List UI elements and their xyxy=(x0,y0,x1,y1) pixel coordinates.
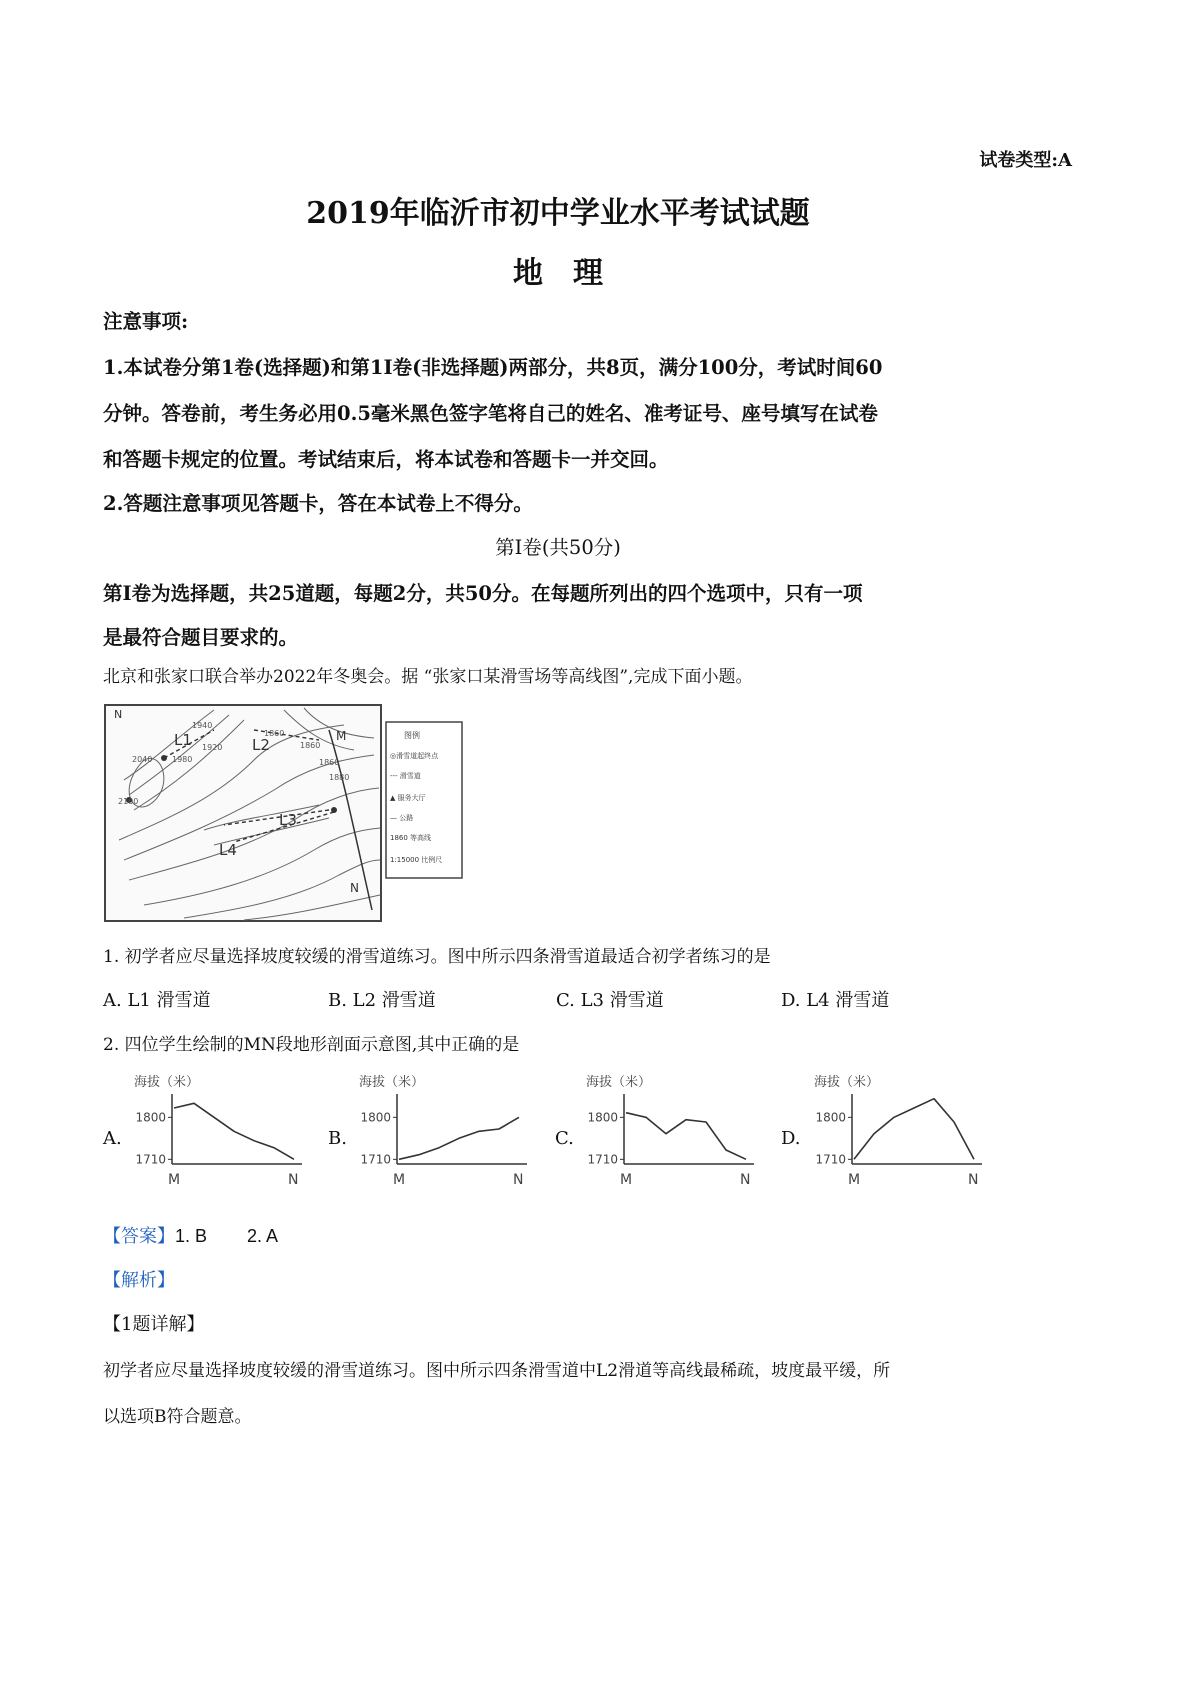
map-label-n: N xyxy=(350,881,359,895)
legend-item: ◎滑雪道起终点 xyxy=(390,752,439,760)
answer-tag: 【答案】 xyxy=(103,1226,175,1247)
notice-line: 1.本试卷分第1卷(选择题)和第1I卷(非选择题)两部分，共8页，满分100分，考试时间60 xyxy=(103,356,883,379)
x-label-n: N xyxy=(513,1172,524,1188)
answer-line xyxy=(103,1222,278,1248)
contour-label: 1860 xyxy=(319,758,340,767)
map-label-l2: L2 xyxy=(252,736,270,754)
analysis-tag: 【解析】 xyxy=(103,1270,175,1291)
y-axis-label: 海拔（米） xyxy=(359,1075,425,1090)
x-label-m: M xyxy=(848,1172,861,1188)
contour-label: 1980 xyxy=(172,755,193,764)
q1-option-a[interactable]: A. L1 滑雪道 xyxy=(103,990,211,1011)
x-label-n: N xyxy=(740,1172,751,1188)
y-tick-label: 1710 xyxy=(360,1152,391,1167)
x-label-m: M xyxy=(393,1172,406,1188)
y-tick-label: 1800 xyxy=(587,1110,618,1125)
map-label-l4: L4 xyxy=(219,841,237,859)
profile-chart-b xyxy=(345,1068,545,1198)
legend-item: --- 滑雪道 xyxy=(390,772,421,780)
legend-item: 1:15000 比例尺 xyxy=(390,856,443,864)
contour-label: 1920 xyxy=(202,743,223,752)
y-tick-label: 1710 xyxy=(815,1152,846,1167)
analysis-text: 初学者应尽量选择坡度较缓的滑雪道练习。图中所示四条滑雪道中L2滑道等高线最稀疏，坡度最平缓，所 xyxy=(103,1361,891,1381)
map-label-l3: L3 xyxy=(279,811,297,829)
map-label-l1: L1 xyxy=(174,731,192,749)
contour-label: 2100 xyxy=(118,797,139,806)
y-tick-label: 1710 xyxy=(135,1152,166,1167)
profile-line xyxy=(626,1113,746,1160)
q1-option-c[interactable]: C. L3 滑雪道 xyxy=(556,990,664,1011)
question-2-stem: 2. 四位学生绘制的MN段地形剖面示意图,其中正确的是 xyxy=(103,1035,520,1055)
legend-title: 图例 xyxy=(404,731,420,740)
x-label-n: N xyxy=(288,1172,299,1188)
q2-option-c-label[interactable]: C. xyxy=(555,1128,574,1149)
section-desc: 是最符合题目要求的。 xyxy=(103,626,299,649)
x-label-m: M xyxy=(620,1172,633,1188)
q1-option-b[interactable]: B. L2 滑雪道 xyxy=(328,990,436,1011)
paper-type: 试卷类型:A xyxy=(979,150,1072,171)
legend-item: ▲ 服务大厅 xyxy=(390,794,426,802)
question-intro: 北京和张家口联合举办2022年冬奥会。据 “张家口某滑雪场等高线图”,完成下面小题。 xyxy=(103,667,753,687)
q2-option-a-label[interactable]: A. xyxy=(103,1128,122,1149)
y-axis-label: 海拔（米） xyxy=(814,1075,880,1090)
profile-line xyxy=(399,1117,519,1159)
answer-2: 2. A xyxy=(247,1226,279,1246)
contour-label: 1940 xyxy=(192,721,213,730)
profile-line xyxy=(174,1103,294,1159)
question-1-stem: 1. 初学者应尽量选择坡度较缓的滑雪道练习。图中所示四条滑雪道最适合初学者练习的是 xyxy=(103,947,771,967)
q1-option-d[interactable]: D. L4 滑雪道 xyxy=(781,990,890,1011)
map-label-m: M xyxy=(336,729,347,743)
analysis-text: 以选项B符合题意。 xyxy=(103,1407,252,1427)
q2-option-b-label[interactable]: B. xyxy=(328,1128,347,1149)
x-label-m: M xyxy=(168,1172,181,1188)
profile-line xyxy=(854,1099,974,1160)
profile-chart-a xyxy=(120,1068,320,1198)
contour-label: 1880 xyxy=(329,773,350,782)
section-title: 第Ⅰ卷(共50分) xyxy=(495,536,621,559)
y-tick-label: 1710 xyxy=(587,1152,618,1167)
page-title: 2019年临沂市初中学业水平考试试题 xyxy=(306,196,810,231)
q2-option-d-label[interactable]: D. xyxy=(781,1128,801,1149)
contour-label: 1860 xyxy=(300,741,321,750)
y-tick-label: 1800 xyxy=(135,1110,166,1125)
x-label-n: N xyxy=(968,1172,979,1188)
profile-chart-d xyxy=(800,1068,1000,1198)
legend-item: — 公路 xyxy=(390,814,414,822)
notice-line: 分钟。答卷前，考生务必用0.5毫米黑色签字笔将自己的姓名、准考证号、座号填写在试卷 xyxy=(103,402,878,425)
section-desc: 第Ⅰ卷为选择题，共25道题，每题2分，共50分。在每题所列出的四个选项中，只有一项 xyxy=(103,582,863,605)
contour-map xyxy=(104,700,468,926)
notice-line: 和答题卡规定的位置。考试结束后，将本试卷和答题卡一并交回。 xyxy=(103,448,669,471)
contour-label: 1860 xyxy=(264,729,285,738)
notice-line: 2.答题注意事项见答题卡，答在本试卷上不得分。 xyxy=(103,492,533,515)
y-axis-label: 海拔（米） xyxy=(586,1075,652,1090)
svg-text:N: N xyxy=(114,708,123,721)
answer-1: 1. B xyxy=(175,1226,208,1246)
contour-label: 2040 xyxy=(132,755,153,764)
notice-heading: 注意事项: xyxy=(103,310,189,333)
y-tick-label: 1800 xyxy=(360,1110,391,1125)
subject-title: 地 理 xyxy=(513,256,603,291)
y-tick-label: 1800 xyxy=(815,1110,846,1125)
legend-item: 1860 等高线 xyxy=(390,834,432,842)
profile-chart-c xyxy=(572,1068,772,1198)
analysis-subheading: 【1题详解】 xyxy=(103,1314,205,1335)
y-axis-label: 海拔（米） xyxy=(134,1075,200,1090)
